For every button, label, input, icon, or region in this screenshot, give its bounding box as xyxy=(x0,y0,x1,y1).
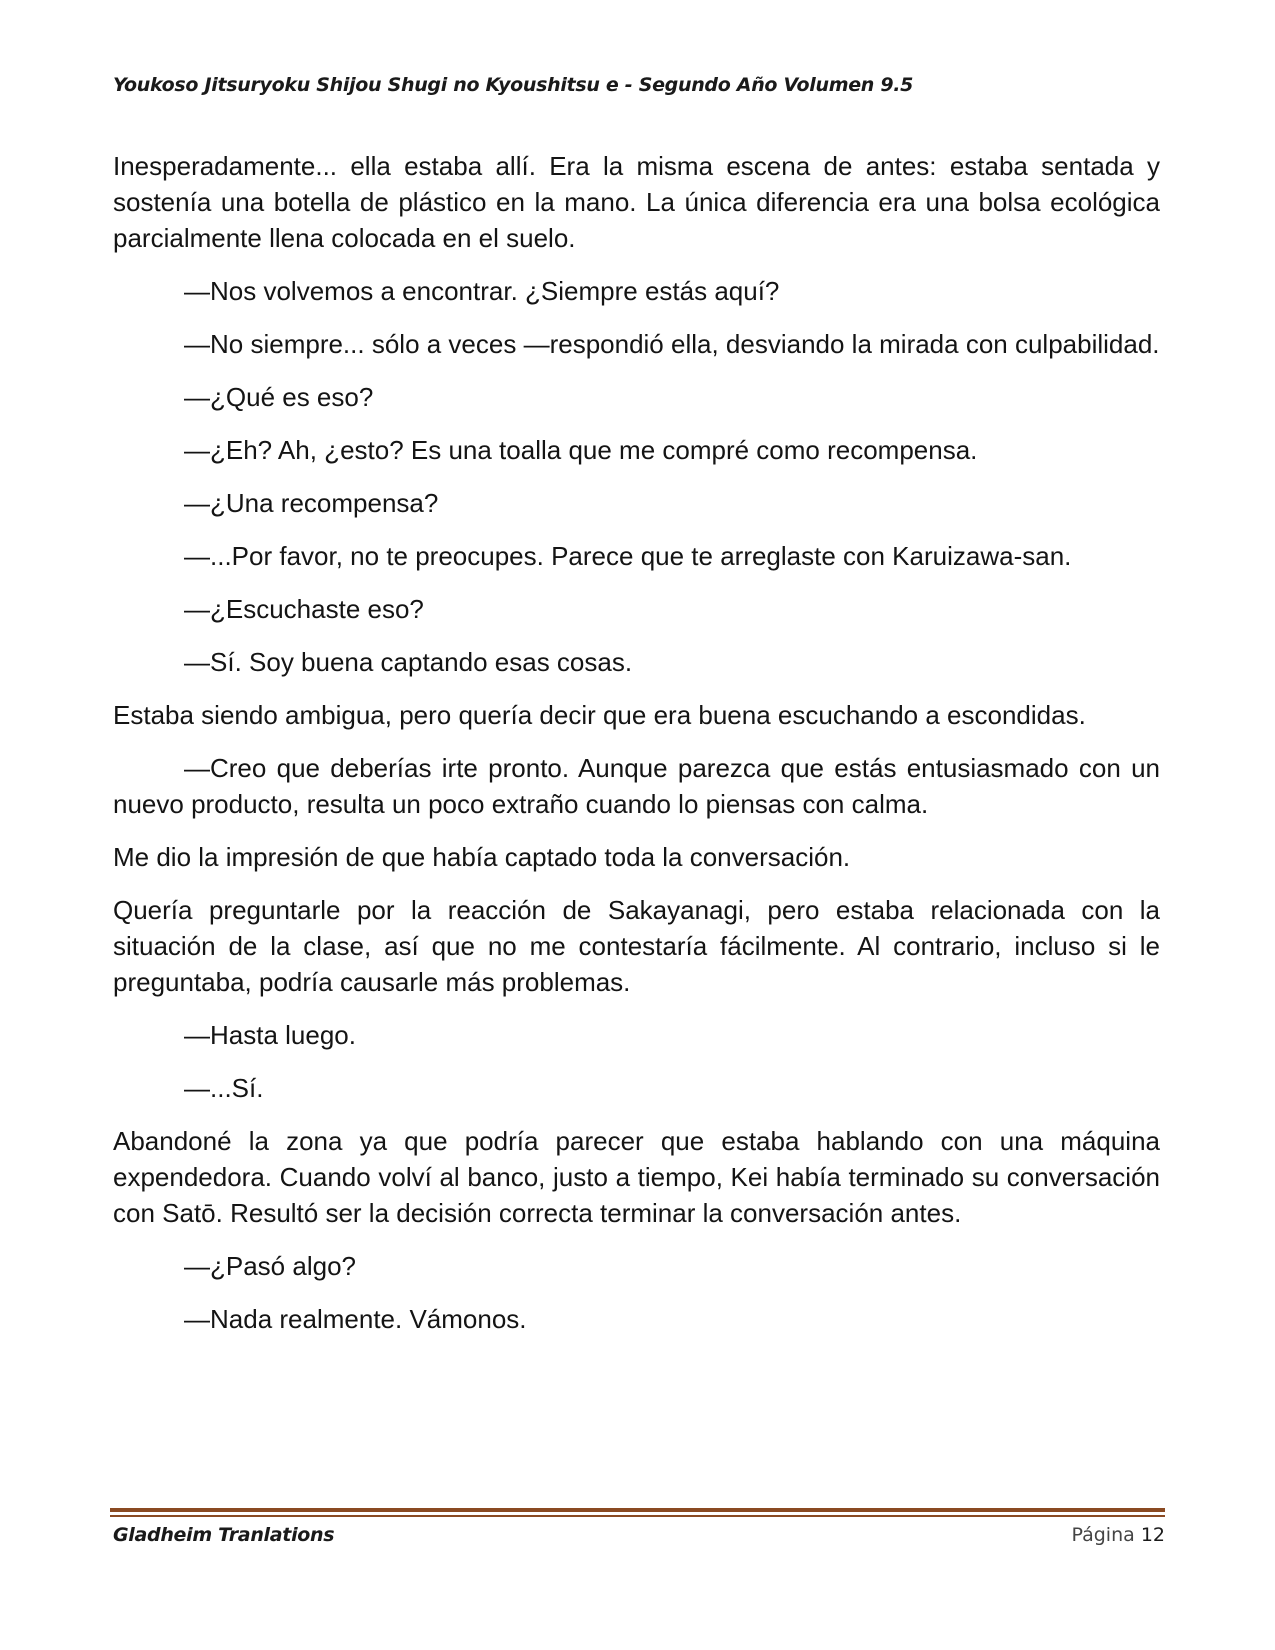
footer-divider-thick-line xyxy=(110,1508,1165,1512)
paragraph: —...Sí. xyxy=(184,1073,264,1103)
footer-page-indicator xyxy=(1071,1524,1165,1546)
paragraph: —¿Escuchaste eso? xyxy=(184,594,424,624)
document-body xyxy=(113,148,1160,1354)
paragraph: —Creo que deberías irte pronto. Aunque parezca que estás entusiasmado con un nuevo producto, resulta un poco extraño cuando lo piensas con calma. xyxy=(113,753,1160,819)
paragraph: Quería preguntarle por la reacción de Sakayanagi, pero estaba relacionada con la situación de la clase, así que no me contestaría fácilmente. Al contrario, incluso si le preguntaba, podría causarle más problemas. xyxy=(113,895,1160,997)
paragraph: —¿Pasó algo? xyxy=(184,1251,356,1281)
paragraph: Me dio la impresión de que había captado toda la conversación. xyxy=(113,842,851,872)
paragraph: —Hasta luego. xyxy=(184,1020,356,1050)
paragraph: —¿Eh? Ah, ¿esto? Es una toalla que me compré como recompensa. xyxy=(184,435,978,465)
page-number: 12 xyxy=(1140,1524,1165,1546)
paragraph: —¿Una recompensa? xyxy=(184,488,439,518)
paragraph: —Nos volvemos a encontrar. ¿Siempre estás aquí? xyxy=(184,276,780,306)
paragraph: —Sí. Soy buena captando esas cosas. xyxy=(184,647,633,677)
paragraph: —Nada realmente. Vámonos. xyxy=(184,1304,527,1334)
paragraph: Abandoné la zona ya que podría parecer que estaba hablando con una máquina expendedora. Cuando volví al banco, justo a tiempo, Kei había terminado su conversación con Satō. Resultó ser la decisión correcta terminar la conversación antes. xyxy=(113,1126,1160,1228)
footer-translator: Gladheim Tranlations xyxy=(113,1524,335,1546)
footer-divider-thin-line xyxy=(110,1515,1165,1517)
paragraph: —No siempre... sólo a veces —respondió ella, desviando la mirada con culpabilidad. xyxy=(184,329,1160,359)
paragraph: Estaba siendo ambigua, pero quería decir que era buena escuchando a escondidas. xyxy=(113,700,1086,730)
page-label: Página xyxy=(1071,1524,1135,1546)
paragraph: —...Por favor, no te preocupes. Parece que te arreglaste con Karuizawa-san. xyxy=(184,541,1072,571)
paragraph: —¿Qué es eso? xyxy=(184,382,374,412)
paragraph: Inesperadamente... ella estaba allí. Era la misma escena de antes: estaba sentada y sostenía una botella de plástico en la mano. La única diferencia era una bolsa ecológica parcialmente llena colocada en el suelo. xyxy=(113,151,1160,253)
running-header: Youkoso Jitsuryoku Shijou Shugi no Kyoushitsu e - Segundo Año Volumen 9.5 xyxy=(113,74,914,96)
